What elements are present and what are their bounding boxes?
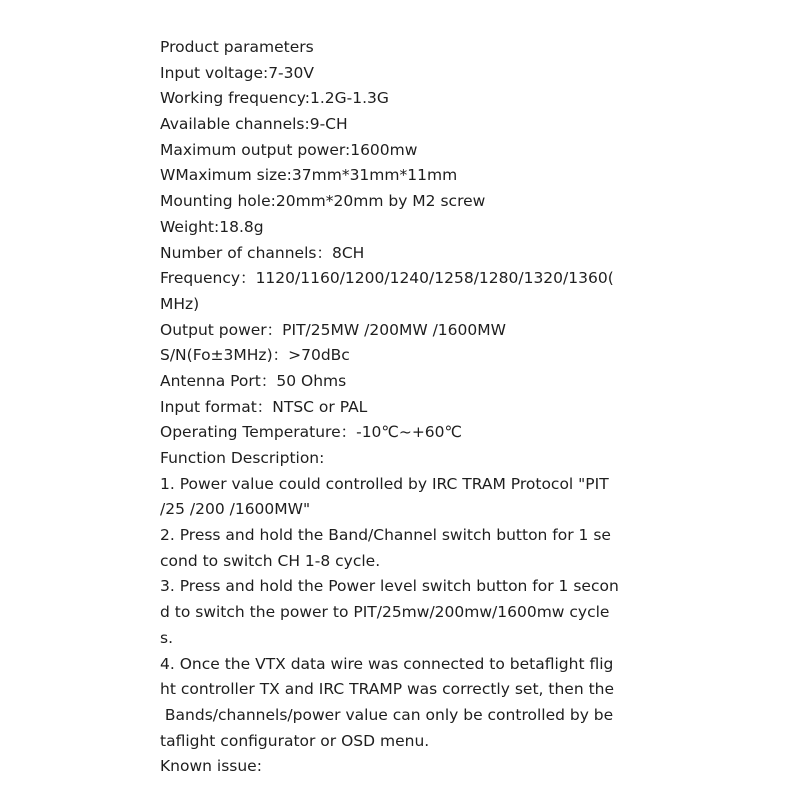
spec-working-frequency: Working frequency:1.2G-1.3G (160, 89, 389, 108)
function-item-3-continued: d to switch the power to PIT/25mw/200mw/1600mw cycle (160, 603, 610, 622)
function-item-3-end: s. (160, 628, 174, 647)
function-item-3: 3. Press and hold the Power level switch button for 1 secon (160, 577, 619, 596)
spec-input-voltage: Input voltage:7-30V (160, 63, 314, 82)
spec-frequency: Frequency：1120/1160/1200/1240/1258/1280/1320/1360( (160, 269, 614, 288)
section-heading-function-description: Function Description: (160, 449, 325, 467)
function-item-4: 4. Once the VTX data wire was connected to betaflight flig (160, 654, 614, 673)
function-item-4-continued-1: ht controller TX and IRC TRAMP was correctly set, then the (160, 680, 615, 699)
function-item-1-continued: /25 /200 /1600MW" (160, 500, 311, 519)
function-item-1: 1. Power value could controlled by IRC TRAM Protocol "PIT (160, 474, 609, 493)
product-spec-document (160, 35, 660, 780)
spec-output-power: Output power：PIT/25MW /200MW /1600MW (160, 320, 506, 339)
spec-signal-noise: S/N(Fo±3MHz)：>70dBc (160, 346, 350, 365)
section-heading-known-issue: Known issue: (160, 757, 262, 776)
spec-mounting-hole: Mounting hole:20mm*20mm by M2 screw (160, 192, 486, 211)
spec-input-format: Input format：NTSC or PAL (160, 397, 368, 416)
function-item-4-continued-2: Bands/channels/power value can only be controlled by be (160, 705, 614, 724)
function-item-2: 2. Press and hold the Band/Channel switch button for 1 se (160, 526, 611, 545)
spec-operating-temperature: Operating Temperature：-10℃~+60℃ (160, 423, 462, 442)
spec-available-channels: Available channels:9-CH (160, 115, 348, 134)
function-item-2-continued: cond to switch CH 1-8 cycle. (160, 551, 381, 570)
spec-number-of-channels: Number of channels：8CH (160, 243, 365, 262)
function-item-4-end: taflight configurator or OSD menu. (160, 731, 430, 750)
section-heading-product-parameters: Product parameters (160, 38, 314, 56)
spec-maximum-size: WMaximum size:37mm*31mm*11mm (160, 166, 458, 185)
spec-maximum-output-power: Maximum output power:1600mw (160, 140, 418, 159)
spec-antenna-port: Antenna Port：50 Ohms (160, 371, 347, 390)
spec-weight: Weight:18.8g (160, 217, 264, 236)
spec-frequency-continued: MHz) (160, 294, 200, 313)
